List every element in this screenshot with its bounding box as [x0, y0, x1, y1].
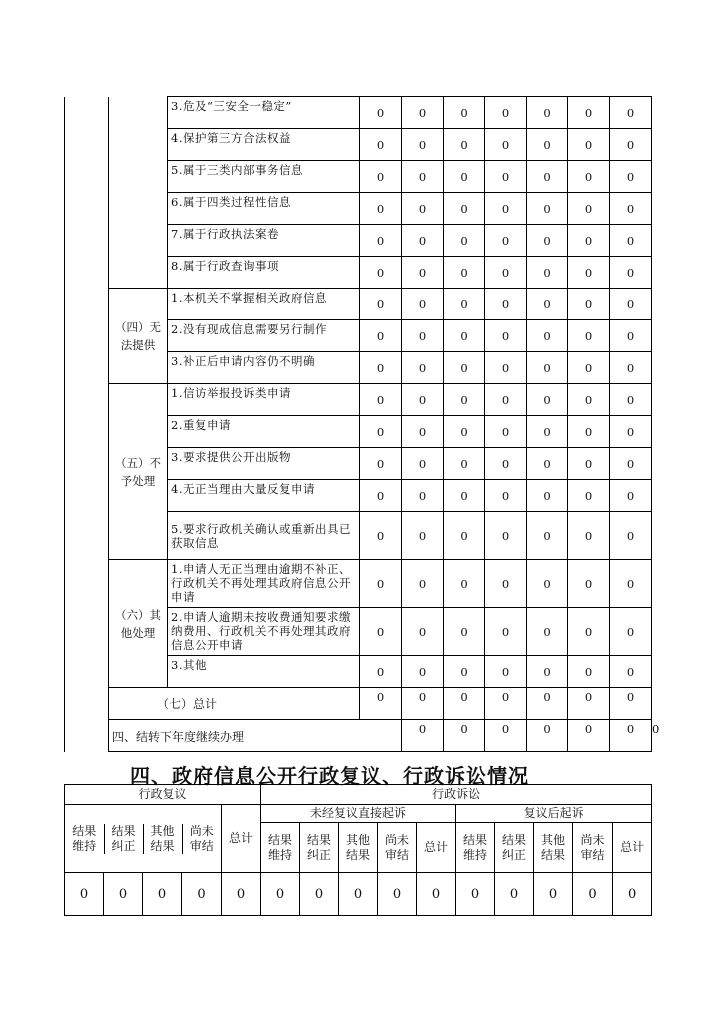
- value-cell: 0: [360, 416, 402, 448]
- value-cell: 0: [444, 289, 485, 320]
- value-cell: 0: [402, 257, 444, 289]
- value-cell: 0: [402, 720, 444, 752]
- application-handling-table: 3.危及“三安全一稳定” 0 0 0 0 0 0 0 4.保护第三方合法权益 0 0 0 0 0 0 0 5.属于三类内部事务信息 0 0 0 0 0 0 0 6.属于四类过程性信息 0 0 0 0 0 0 0 7.属于行政执法案卷 0 0 0 0 0 0 0 8.属于行政查询事项 0 0 0 0 0 0 0 （四）无法提供 1.本机关不掌握相关政府信息 0 0 0 0 0 0 0 2.没有现成信息需要另行制作 0 0 0 0 0 0 0 3.补正后申请内容仍不明确 0 0 0 0 0 0 0 （五）不予处理 1.信访举报投诉类申请 0 0 0 0 0 0 0 2.重复申请 0 0 0 0 0 0 0 3.要求提供公开出版物 0 0 0 0 0 0 0 4.无正当理由大量反复申请 0 0 0 0 0 0 0 5.要求行政机关确认或重新出具已获取信息 0 0 0 0 0 0 0 （六）其他处理 1.申请人无正当理由逾期不补正、行政机关不再处理其政府信息公开申请 0 0 0 0 0 0 0 2.申请人逾期未按收费通知要求缴纳费用、行政机关不再处理其政府信息公开申请 0 0 0 0 0 0 0 3.其他 0 0 0 0 0 0 0 （七）总计 0 0 0 0 0 0 0 四、结转下年度继续办理 0 0 0 0 0 0 0: [64, 96, 652, 752]
- row-label: 2.没有现成信息需要另行制作: [168, 320, 360, 352]
- value-cell: 0: [610, 656, 652, 688]
- value-cell: 0: [568, 384, 610, 416]
- review-value-cell: 0: [339, 873, 378, 916]
- value-cell: 0: [444, 257, 485, 289]
- review-value-cell: 0: [456, 873, 495, 916]
- after-col-label: 其他结果: [534, 823, 573, 873]
- value-cell: 0: [568, 225, 610, 257]
- review-col-label: 结果维持: [72, 823, 97, 853]
- group6-title: （六）其他处理: [109, 560, 168, 688]
- review-col-label: 其他结果: [143, 824, 182, 854]
- after-col-label: 结果纠正: [495, 823, 534, 873]
- value-cell: 0: [610, 225, 652, 257]
- value-cell: 0: [444, 161, 485, 193]
- direct-col-label: 尚未审结: [378, 823, 417, 873]
- direct-litigation-header: 未经复议直接起诉: [261, 805, 456, 823]
- value-cell: 0: [527, 289, 568, 320]
- value-cell: 0: [485, 97, 527, 129]
- value-cell: 0: [610, 161, 652, 193]
- value-cell: 0: [360, 289, 402, 320]
- value-cell: 0: [360, 448, 402, 480]
- sub-category-cell: [109, 97, 168, 289]
- value-cell: 0: [360, 608, 402, 656]
- value-cell: 0: [485, 416, 527, 448]
- row-label: 1.本机关不掌握相关政府信息: [168, 289, 360, 320]
- value-cell: 0: [485, 129, 527, 161]
- value-cell: 0: [527, 97, 568, 129]
- value-cell: 0: [444, 512, 485, 560]
- value-cell: 0: [610, 352, 652, 384]
- value-cell: 0: [360, 560, 402, 608]
- value-cell: 0: [527, 352, 568, 384]
- value-cell: 0: [568, 320, 610, 352]
- value-cell: 0: [610, 512, 652, 560]
- review-value-cell: 0: [300, 873, 339, 916]
- row-label: 4.无正当理由大量反复申请: [168, 480, 360, 512]
- review-col-total: 总计: [222, 805, 261, 873]
- direct-col-label: 总计: [417, 823, 456, 873]
- value-cell: 0: [527, 320, 568, 352]
- carry-over-label: 四、结转下年度继续办理: [109, 720, 402, 752]
- review-value-cell: 0: [143, 873, 182, 916]
- value-cell: 0: [568, 161, 610, 193]
- value-cell: 0: [360, 257, 402, 289]
- value-cell: 0: [402, 320, 444, 352]
- value-cell: 0: [485, 384, 527, 416]
- value-cell: 0: [360, 320, 402, 352]
- review-value-cell: 0: [261, 873, 300, 916]
- review-value-cell: 0: [573, 873, 613, 916]
- value-cell: 0: [527, 384, 568, 416]
- value-cell: 0: [402, 608, 444, 656]
- value-cell: 0: [402, 688, 444, 720]
- admin-litigation-header: 行政诉讼: [261, 785, 652, 805]
- value-cell: 0: [444, 608, 485, 656]
- value-cell: 0: [360, 129, 402, 161]
- review-value-cell: 0: [417, 873, 456, 916]
- after-col-label: 总计: [613, 823, 652, 873]
- value-cell: 0: [444, 352, 485, 384]
- row-label: 6.属于四类过程性信息: [168, 193, 360, 225]
- value-cell: 0: [402, 161, 444, 193]
- review-value-cell: 0: [182, 873, 222, 916]
- value-cell: 0: [485, 656, 527, 688]
- row-label: 4.保护第三方合法权益: [168, 129, 360, 161]
- row-label: 5.要求行政机关确认或重新出具已获取信息: [168, 512, 360, 560]
- row-label: 3.危及“三安全一稳定”: [168, 97, 360, 129]
- value-cell: 0: [360, 512, 402, 560]
- value-cell: 0: [360, 384, 402, 416]
- value-cell: 0: [610, 289, 652, 320]
- review-value-cell: 0: [613, 873, 652, 916]
- value-cell: 0: [568, 193, 610, 225]
- value-cell: 0: [444, 688, 485, 720]
- value-cell: 0: [444, 225, 485, 257]
- row-label: 5.属于三类内部事务信息: [168, 161, 360, 193]
- value-cell: 0: [402, 225, 444, 257]
- value-cell: 0: [527, 608, 568, 656]
- value-cell: 0: [360, 352, 402, 384]
- value-cell: 0: [527, 257, 568, 289]
- value-cell: 0: [444, 193, 485, 225]
- value-cell: 0: [485, 608, 527, 656]
- value-cell: 0: [485, 320, 527, 352]
- review-litigation-table: [64, 784, 652, 916]
- value-cell: 0: [610, 560, 652, 608]
- value-cell: 0: [402, 656, 444, 688]
- value-cell: 0: [444, 448, 485, 480]
- value-cell: 0: [568, 720, 610, 752]
- value-cell: 0: [610, 448, 652, 480]
- row-label: 3.要求提供公开出版物: [168, 448, 360, 480]
- value-cell: 0: [527, 225, 568, 257]
- value-cell: 0: [527, 512, 568, 560]
- direct-col-label: 其他结果: [339, 823, 378, 873]
- value-cell: 0: [360, 193, 402, 225]
- value-cell: 0: [485, 448, 527, 480]
- value-cell: 0: [402, 384, 444, 416]
- value-cell: 0: [444, 97, 485, 129]
- value-cell: 0: [402, 129, 444, 161]
- value-cell: 0: [360, 97, 402, 129]
- value-cell: 0: [568, 480, 610, 512]
- review-value-cell: 0: [534, 873, 573, 916]
- value-cell: 0: [444, 320, 485, 352]
- value-cell: 0: [485, 480, 527, 512]
- row-label: 8.属于行政查询事项: [168, 257, 360, 289]
- value-cell: 0: [568, 352, 610, 384]
- review-column-group: [65, 805, 222, 873]
- value-cell: 0: [568, 448, 610, 480]
- value-cell: 0: [444, 656, 485, 688]
- value-cell: 0: [402, 480, 444, 512]
- value-cell: 0: [402, 416, 444, 448]
- group4-title: （四）无法提供: [109, 289, 168, 384]
- value-cell: 0: [444, 129, 485, 161]
- value-cell: 0: [485, 161, 527, 193]
- review-value-cell: 0: [65, 873, 104, 916]
- review-col-label: 尚未审结: [182, 824, 221, 854]
- direct-col-label: 结果维持: [261, 823, 300, 873]
- value-cell: 0: [527, 688, 568, 720]
- review-value-cell: 0: [104, 873, 143, 916]
- value-cell: 0: [527, 560, 568, 608]
- row-label: 2.申请人逾期未按收费通知要求缴纳费用、行政机关不再处理其政府信息公开申请: [168, 608, 360, 656]
- value-cell: 0: [444, 560, 485, 608]
- value-cell: 0: [568, 608, 610, 656]
- value-cell: 0: [402, 289, 444, 320]
- review-value-cell: 0: [495, 873, 534, 916]
- value-cell: 0: [610, 608, 652, 656]
- value-cell: 0: [360, 480, 402, 512]
- after-col-label: 结果维持: [456, 823, 495, 873]
- group5-title: （五）不予处理: [109, 384, 168, 560]
- value-cell: 0: [360, 161, 402, 193]
- value-cell: 0: [402, 512, 444, 560]
- value-cell: 0: [485, 688, 527, 720]
- value-cell: 0: [610, 384, 652, 416]
- value-cell: 0: [568, 416, 610, 448]
- value-cell: 0: [485, 352, 527, 384]
- row-label: 3.补正后申请内容仍不明确: [168, 352, 360, 384]
- row-label: 7.属于行政执法案卷: [168, 225, 360, 257]
- review-value-cell: 0: [378, 873, 417, 916]
- value-cell: 0: [360, 225, 402, 257]
- value-cell: 0: [360, 688, 402, 720]
- value-cell: 0: [527, 416, 568, 448]
- value-cell: 0: [444, 480, 485, 512]
- value-cell: 0: [610, 257, 652, 289]
- value-cell: 0: [444, 384, 485, 416]
- value-cell: 0: [527, 480, 568, 512]
- value-cell: 0: [610, 320, 652, 352]
- value-cell: 0: [402, 448, 444, 480]
- value-cell: 0: [485, 720, 527, 752]
- row-label: 2.重复申请: [168, 416, 360, 448]
- value-cell: 0: [402, 193, 444, 225]
- value-cell: 0: [402, 352, 444, 384]
- value-cell: 0: [610, 193, 652, 225]
- value-cell: 0: [485, 257, 527, 289]
- value-cell: 0: [527, 129, 568, 161]
- section-title: 四、政府信息公开行政复议、行政诉讼情况: [130, 764, 529, 788]
- row-label: 1.信访举报投诉类申请: [168, 384, 360, 416]
- value-cell: 0: [485, 512, 527, 560]
- total-label: （七）总计: [109, 688, 360, 720]
- value-cell: 0: [360, 656, 402, 688]
- value-cell: 0: [610, 688, 652, 720]
- value-cell: 0: [527, 193, 568, 225]
- value-cell: 0: [610, 97, 652, 129]
- value-cell: 0: [527, 161, 568, 193]
- value-cell: 0: [444, 720, 485, 752]
- value-cell: 0: [402, 560, 444, 608]
- value-cell: 0: [610, 129, 652, 161]
- value-cell: 0: [610, 416, 652, 448]
- value-cell: 0: [568, 289, 610, 320]
- after-col-label: 尚未审结: [573, 823, 613, 873]
- row-label: 1.申请人无正当理由逾期不补正、行政机关不再处理其政府信息公开申请: [168, 560, 360, 608]
- admin-review-header: 行政复议: [65, 785, 261, 805]
- outer-category-cell: [65, 97, 109, 752]
- value-cell: 0: [527, 656, 568, 688]
- value-cell: 0: [568, 129, 610, 161]
- row-label: 3.其他: [168, 656, 360, 688]
- value-cell: 0: [568, 688, 610, 720]
- review-value-cell: 0: [222, 873, 261, 916]
- value-cell: 0: [402, 97, 444, 129]
- value-cell: 0: [485, 193, 527, 225]
- direct-col-label: 结果纠正: [300, 823, 339, 873]
- value-cell: 0: [568, 656, 610, 688]
- value-cell: 0: [485, 225, 527, 257]
- value-cell: 0: [568, 560, 610, 608]
- value-cell: 0: [568, 97, 610, 129]
- value-cell: 0: [485, 560, 527, 608]
- value-cell: 0: [485, 289, 527, 320]
- value-cell: 0: [444, 416, 485, 448]
- after-review-litigation-header: 复议后起诉: [456, 805, 652, 823]
- value-cell: 0: [527, 720, 568, 752]
- value-cell: 0: [610, 720, 652, 752]
- value-cell: 0: [610, 480, 652, 512]
- value-cell: 0: [527, 448, 568, 480]
- value-cell: 0: [568, 257, 610, 289]
- value-cell: 0: [568, 512, 610, 560]
- review-col-label: 结果纠正: [104, 824, 143, 854]
